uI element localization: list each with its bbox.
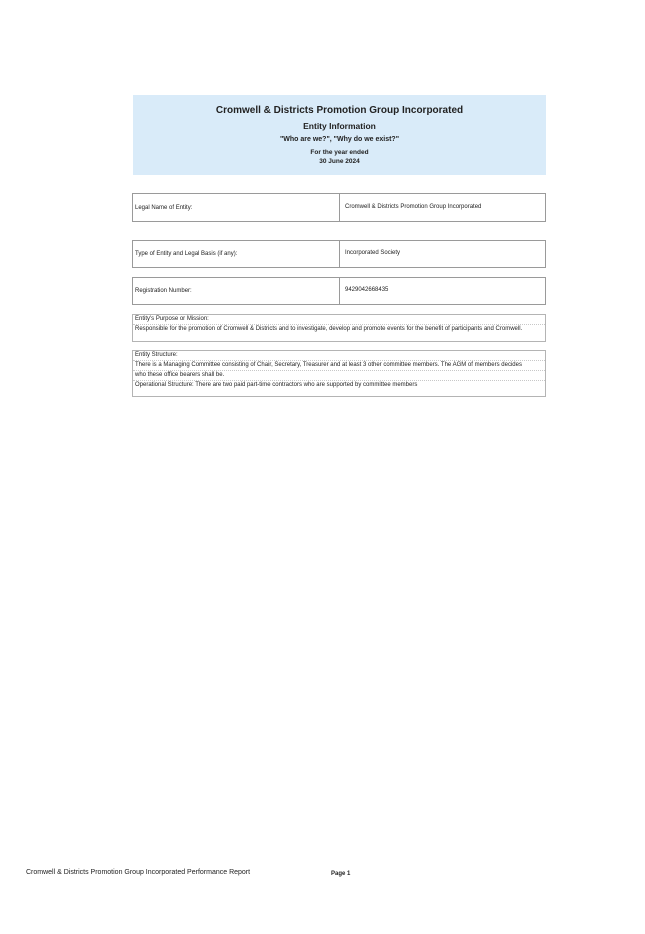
organisation-title: Cromwell & Districts Promotion Group Incorporated — [215, 105, 464, 116]
column-divider — [339, 241, 340, 267]
legal-name-label: Legal Name of Entity: — [135, 205, 193, 211]
legal-name-row — [132, 193, 546, 222]
column-divider — [339, 278, 340, 304]
entity-type-label: Type of Entity and Legal Basis (if any): — [135, 251, 238, 257]
registration-value: 9429042668435 — [345, 287, 389, 293]
structure-line-3: Operational Structure: There are two paid part-time contractors who are supported by committee members — [135, 382, 418, 388]
footer-report-name: Cromwell & Districts Promotion Group Incorporated Performance Report — [26, 869, 251, 876]
purpose-label: Entity's Purpose or Mission: — [133, 315, 545, 325]
column-divider — [339, 194, 340, 221]
purpose-box — [132, 314, 546, 342]
purpose-text: Responsible for the promotion of Cromwell & Districts and to investigate, develop and promote events for the benefit of participants and Cromwell. — [135, 326, 523, 332]
section-title: Entity Information — [303, 121, 376, 131]
period-label: For the year ended — [310, 149, 369, 156]
structure-line-2: who these office bearers shall be. — [133, 371, 545, 381]
structure-line-1: There is a Managing Committee consisting of Chair, Secretary, Treasurer and at least 3 other committee members. The AGM of members decides — [133, 361, 545, 371]
registration-label: Registration Number: — [135, 288, 192, 294]
legal-name-value: Cromwell & Districts Promotion Group Incorporated — [345, 204, 482, 210]
entity-type-row — [132, 240, 546, 268]
structure-box — [132, 350, 546, 397]
entity-type-value: Incorporated Society — [345, 250, 401, 256]
registration-row — [132, 277, 546, 305]
section-question: "Who are we?", "Why do we exist?" — [279, 136, 400, 143]
report-header — [133, 95, 546, 175]
footer-page-number: Page 1 — [331, 871, 351, 877]
period-date: 30 June 2024 — [319, 158, 360, 165]
structure-label: Entity Structure: — [133, 351, 545, 361]
